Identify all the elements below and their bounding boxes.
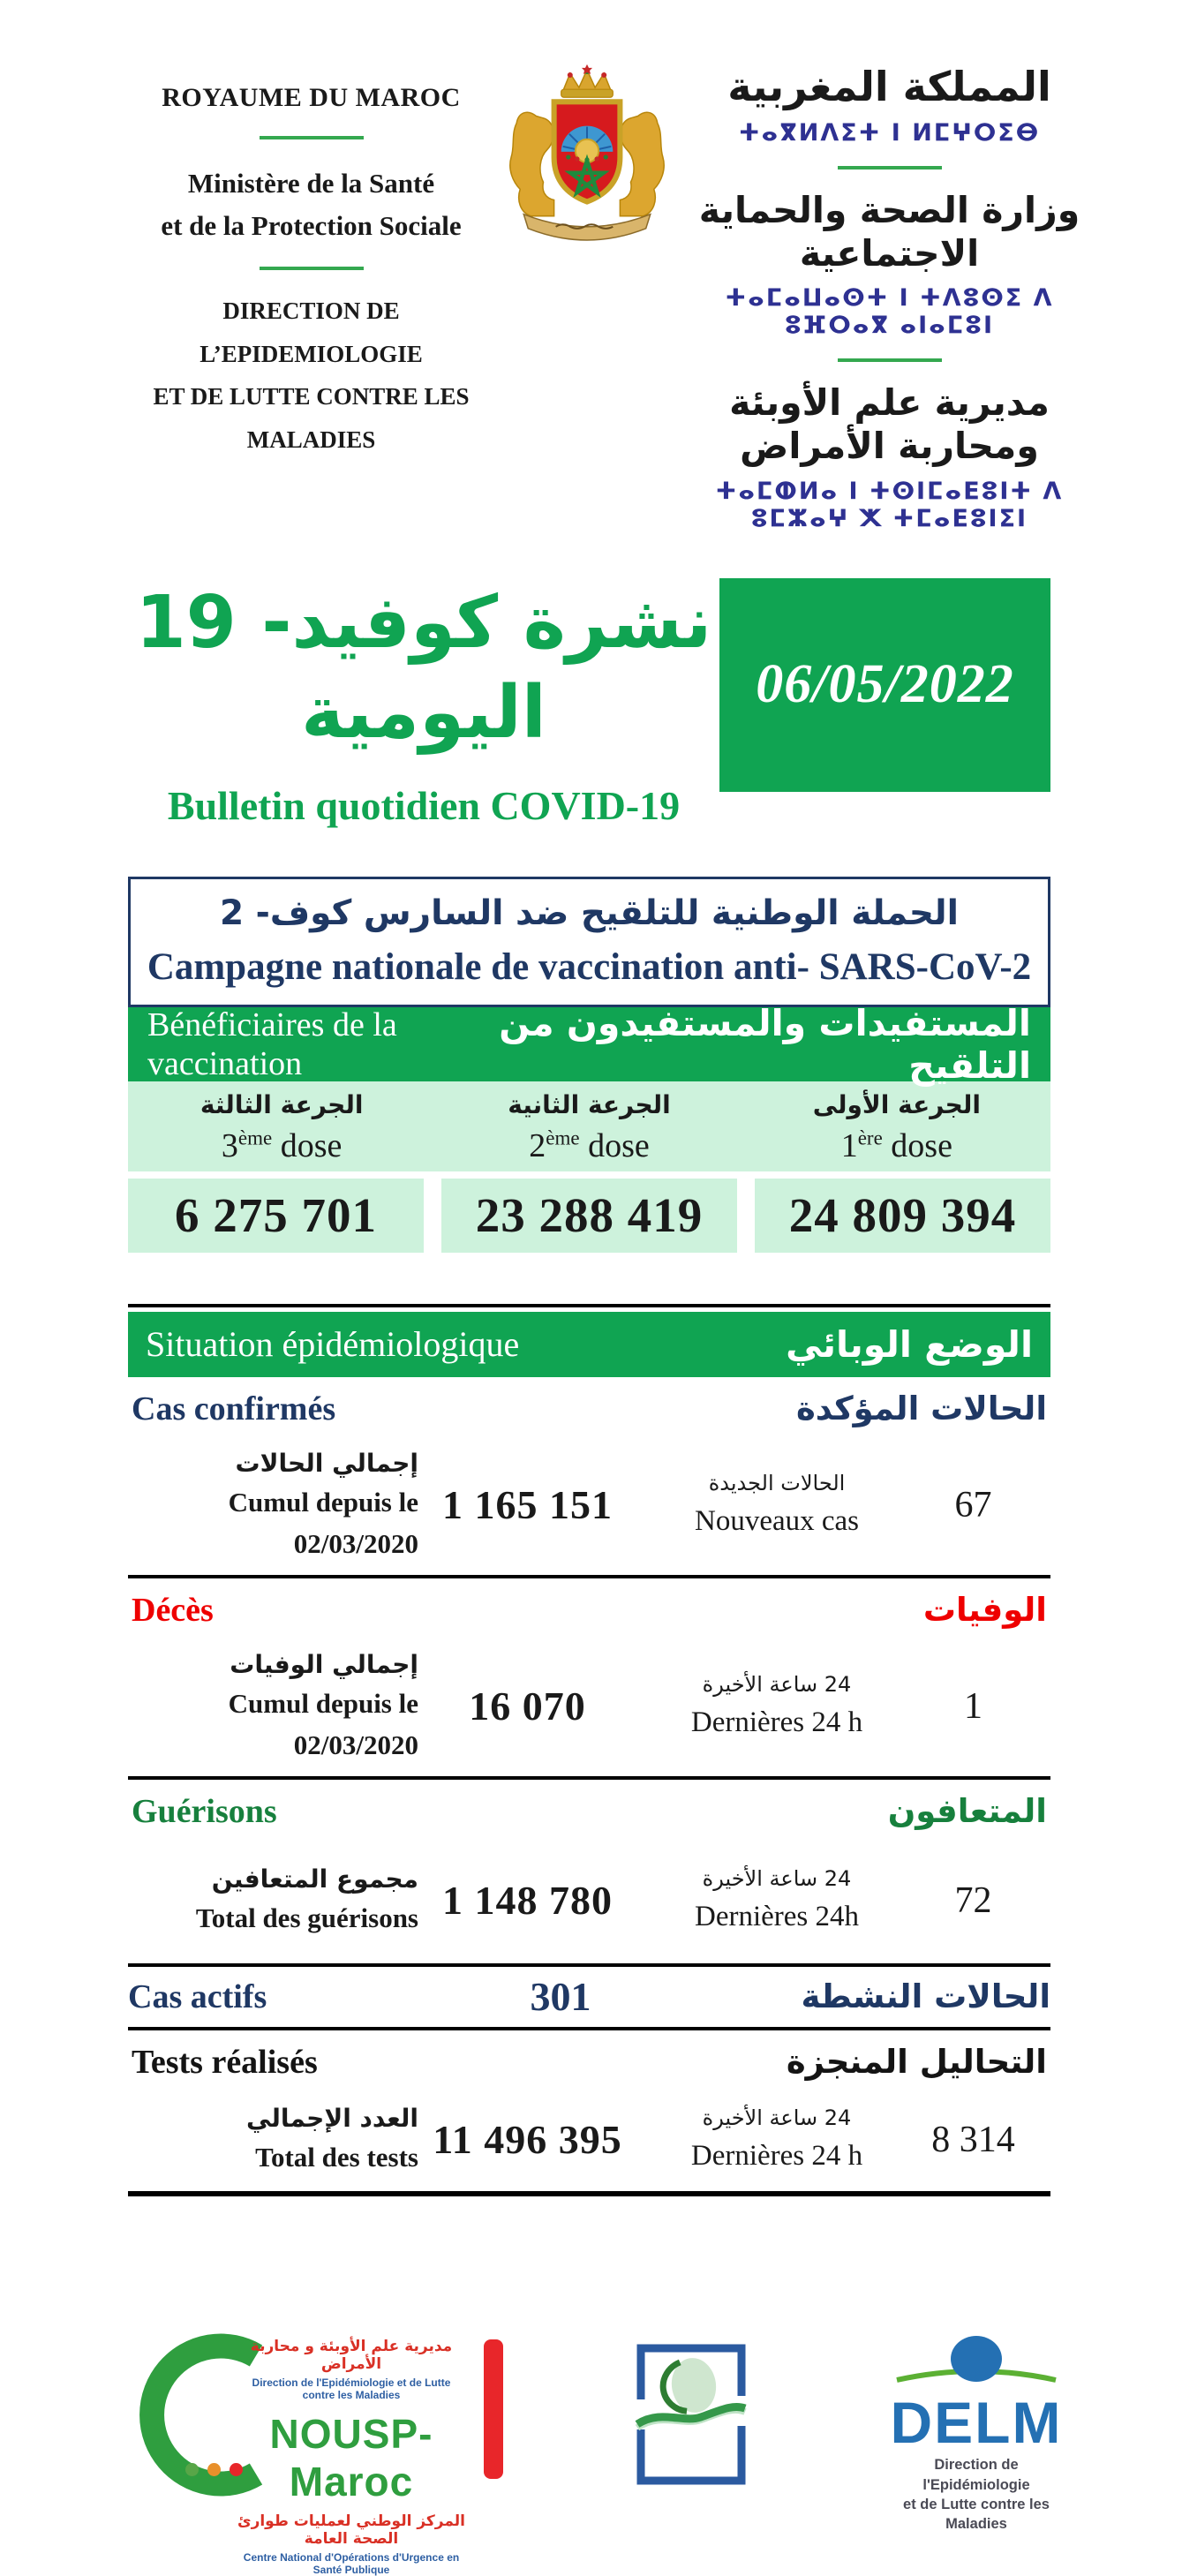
direction-fr-line2: ET DE LUTTE CONTRE LES MALADIES xyxy=(153,383,470,453)
divider xyxy=(128,1776,1050,1780)
document-header xyxy=(124,64,1103,532)
divider xyxy=(838,358,942,362)
green-dot-icon xyxy=(185,2463,199,2476)
recovered-total-label xyxy=(128,1861,424,1940)
red-dot-icon xyxy=(230,2463,243,2476)
confirmed-new-label-fr: Nouveaux cas xyxy=(694,1505,859,1538)
recovered-title-ar: المتعافون xyxy=(887,1791,1047,1830)
dose1-header xyxy=(743,1090,1050,1171)
situation-label-fr: Situation épidémiologique xyxy=(146,1324,520,1365)
dose1-label-fr: 1ère dose xyxy=(840,1126,952,1164)
deaths-24h-label-ar: 24 ساعة الأخيرة xyxy=(702,1671,852,1697)
deaths-title-ar: الوفيات xyxy=(922,1590,1047,1629)
tests-24h-label xyxy=(631,2101,922,2179)
dose-values-row xyxy=(128,1179,1050,1253)
dose2-header xyxy=(435,1090,742,1171)
tests-header xyxy=(128,2043,1050,2089)
tests-title-ar: التحاليل المنجزة xyxy=(786,2042,1047,2081)
confirmed-header xyxy=(128,1390,1050,1435)
cnousp-center-fr: Centre National d'Opérations d'Urgence en Santé Publique xyxy=(243,2550,460,2576)
dose3-value: 6 275 701 xyxy=(128,1179,424,1253)
dose3-label-ar: الجرعة الثالثة xyxy=(200,1089,364,1119)
deaths-24h-label xyxy=(631,1668,922,1745)
bulletin-date: 06/05/2022 xyxy=(756,654,1014,715)
tests-24h-label-fr: Dernières 24 h xyxy=(690,2140,863,2173)
confirmed-title-fr: Cas confirmés xyxy=(132,1390,336,1427)
divider xyxy=(260,267,364,270)
active-cases-label-ar: الحالات النشطة xyxy=(801,1977,1050,2016)
ministry-tifinagh: ⵜⴰⵎⴰⵡⴰⵙⵜ ⵏ ⵜⴷⵓⵙⵉ ⴷ ⵓⴼⵔⴰⴳ ⴰⵏⴰⵎⵓⵏ xyxy=(725,284,1054,340)
deaths-header xyxy=(128,1591,1050,1637)
tests-total-label xyxy=(128,2100,424,2179)
delm-subtitle xyxy=(879,2455,1073,2534)
situation-bar xyxy=(128,1312,1050,1377)
confirmed-new-label-ar: الحالات الجديدة xyxy=(708,1470,846,1495)
dose2-label-ar: الجرعة الثانية xyxy=(508,1089,671,1119)
cnousp-red-bar xyxy=(484,2339,503,2479)
deaths-total-label-ar: إجمالي الوفيات xyxy=(230,1650,418,1680)
divider xyxy=(260,136,364,139)
divider xyxy=(128,2191,1050,2196)
ministry-ar: وزارة الصحة والحماية الاجتماعية xyxy=(698,188,1080,275)
divider xyxy=(128,1304,1050,1307)
recovered-title-fr: Guérisons xyxy=(132,1792,277,1830)
header-arabic-block xyxy=(675,64,1103,532)
cnousp-direction-fr: Direction de l'Epidémiologie et de Lutte contre les Maladies xyxy=(252,2376,451,2401)
footer-logos xyxy=(132,2329,1073,2576)
active-cases-row xyxy=(128,1967,1050,2027)
recovered-row xyxy=(128,1838,1050,1963)
delm-subtitle-line1: Direction de l'Epidémiologie xyxy=(922,2457,1030,2493)
confirmed-new-value: 67 xyxy=(954,1484,992,1525)
deaths-row xyxy=(128,1637,1050,1776)
deaths-total-value: 16 070 xyxy=(469,1683,586,1729)
bulletin-title-fr: Bulletin quotidien COVID-19 xyxy=(167,782,681,828)
date-box xyxy=(719,578,1050,792)
dose1-value: 24 809 394 xyxy=(755,1179,1050,1253)
coat-of-arms-icon xyxy=(499,64,675,532)
cnousp-name: NOUSP-Maroc xyxy=(269,2410,433,2504)
deaths-total-label-date: 02/03/2020 xyxy=(293,1729,418,1760)
orange-dot-icon xyxy=(207,2463,221,2476)
recovered-total-label-fr: Total des guérisons xyxy=(195,1902,418,1934)
title-banner xyxy=(0,578,1197,829)
deaths-total-label xyxy=(128,1646,424,1766)
delm-name: DELM xyxy=(890,2389,1063,2455)
confirmed-new-label xyxy=(631,1466,922,1544)
ministry-fr-line2: et de la Protection Sociale xyxy=(161,210,462,242)
deaths-24h-value: 1 xyxy=(964,1685,982,1727)
cnousp-dots-icon xyxy=(185,2463,243,2476)
beneficiaries-bar xyxy=(128,1001,1050,1087)
recovered-total-value: 1 148 780 xyxy=(442,1878,613,1924)
active-cases-label-fr: Cas actifs xyxy=(128,1977,267,2015)
ministry-health-logo-icon xyxy=(634,2339,749,2494)
recovered-24h-value: 72 xyxy=(954,1879,992,1921)
recovered-total-label-ar: مجموع المتعافين xyxy=(211,1864,418,1894)
ministry-fr-line1: Ministère de la Santé xyxy=(187,168,435,199)
active-cases-value: 301 xyxy=(530,1974,591,2020)
campaign-title-ar: الحملة الوطنية للتلقيح ضد السارس كوف- 2 xyxy=(219,893,960,933)
direction-fr-line1: DIRECTION DE L’EPIDEMIOLOGIE xyxy=(200,298,423,367)
dose2-value: 23 288 419 xyxy=(441,1179,737,1253)
bulletin-title-block xyxy=(128,578,719,829)
delm-subtitle-line2: et de Lutte contre les Maladies xyxy=(903,2496,1050,2533)
confirmed-total-label-ar: إجمالي الحالات xyxy=(235,1449,418,1479)
recovered-24h-label-ar: 24 ساعة الأخيرة xyxy=(702,1865,852,1891)
vaccination-section xyxy=(128,877,1050,1253)
confirmed-total-label-date: 02/03/2020 xyxy=(293,1527,418,1559)
divider xyxy=(128,1575,1050,1578)
cnousp-direction-ar: مديرية علم الأوبئة و محاربة الأمراض xyxy=(250,2337,453,2373)
direction-ar: مديرية علم الأوبئة ومحاربة الأمراض xyxy=(729,381,1050,468)
header-french-block xyxy=(124,64,499,532)
delm-figure-icon xyxy=(884,2336,1069,2391)
beneficiaries-label-fr: Bénéficiaires de la vaccination xyxy=(147,1006,397,1082)
deaths-total-label-fr: Cumul depuis le xyxy=(228,1688,418,1720)
direction-tifinagh: ⵜⴰⵎⵀⵍⴰ ⵏ ⵜⵙⵏⵎⴰⴹⵓⵏⵜ ⴷ ⵓⵎⵣⴰⵖ ⵅ ⵜⵎⴰⴹⵓⵏⵉⵏ xyxy=(715,477,1064,532)
deaths-title-fr: Décès xyxy=(132,1591,214,1629)
confirmed-total-value: 1 165 151 xyxy=(442,1482,613,1528)
tests-total-label-ar: العدد الإجمالي xyxy=(246,2104,418,2134)
dose2-label-fr: 2ème dose xyxy=(529,1126,650,1164)
tests-title-fr: Tests réalisés xyxy=(132,2043,318,2081)
tests-24h-value: 8 314 xyxy=(931,2119,1015,2160)
delm-logo xyxy=(879,2336,1073,2535)
recovered-header xyxy=(128,1792,1050,1838)
cnousp-text-block xyxy=(237,2329,466,2576)
dose1-label-ar: الجرعة الأولى xyxy=(812,1089,981,1119)
epidemiological-section xyxy=(128,1304,1050,2196)
tests-row xyxy=(128,2089,1050,2191)
tests-total-label-fr: Total des tests xyxy=(255,2142,418,2173)
dose-header-row xyxy=(128,1081,1050,1171)
confirmed-total-label xyxy=(128,1445,424,1564)
dose3-label-fr: 3ème dose xyxy=(221,1126,343,1164)
kingdom-title-ar: المملكة المغربية xyxy=(727,63,1051,110)
recovered-24h-label xyxy=(631,1862,922,1940)
situation-label-ar: الوضع الوبائي xyxy=(786,1322,1033,1366)
cnousp-center-ar: المركز الوطني لعمليات طوارئ الصحة العامة xyxy=(237,2512,465,2548)
campaign-title-fr: Campagne nationale de vaccination anti- SARS-CoV-2 xyxy=(147,945,1032,988)
confirmed-title-ar: الحالات المؤكدة xyxy=(795,1389,1047,1427)
cnousp-logo xyxy=(132,2329,503,2576)
confirmed-row xyxy=(128,1435,1050,1575)
confirmed-total-label-fr: Cumul depuis le xyxy=(228,1487,418,1518)
tests-total-value: 11 496 395 xyxy=(433,2117,622,2163)
divider xyxy=(838,166,942,169)
kingdom-title-tifinagh: ⵜⴰⴳⵍⴷⵉⵜ ⵏ ⵍⵎⵖⵔⵉⴱ xyxy=(738,118,1041,147)
bulletin-title-ar: نشرة كوفيد- 19 اليومية xyxy=(135,580,712,756)
kingdom-title-fr: ROYAUME DU MAROC xyxy=(162,83,461,112)
dose3-header xyxy=(128,1090,435,1171)
divider xyxy=(128,2027,1050,2030)
recovered-24h-label-fr: Dernières 24h xyxy=(694,1901,859,1933)
vaccination-campaign-box xyxy=(128,877,1050,1007)
tests-24h-label-ar: 24 ساعة الأخيرة xyxy=(702,2105,852,2130)
deaths-24h-label-fr: Dernières 24 h xyxy=(690,1706,863,1739)
beneficiaries-label-ar: المستفيدات والمستفيدون من التلقيح xyxy=(499,1001,1031,1087)
